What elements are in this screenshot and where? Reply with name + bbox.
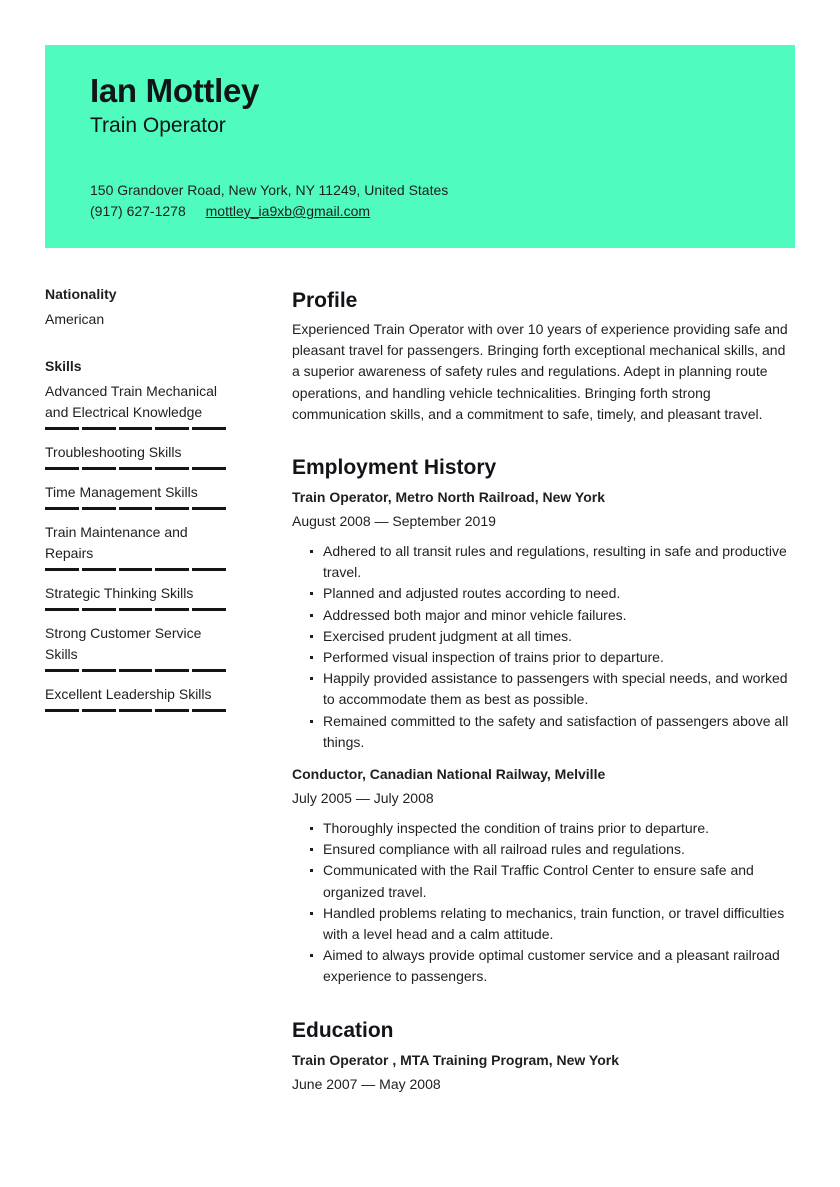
job-bullets bbox=[292, 818, 797, 988]
job-title: Train Operator, Metro North Railroad, New York bbox=[292, 489, 605, 506]
skill-item bbox=[45, 381, 230, 430]
bullet-item: Performed visual inspection of trains prior to departure. bbox=[323, 647, 797, 668]
nationality-value: American bbox=[45, 311, 105, 327]
main-content bbox=[292, 286, 797, 1123]
resume-header bbox=[45, 45, 795, 248]
address: 150 Grandover Road, New York, NY 11249, United States bbox=[90, 182, 449, 198]
bullet-item: Communicated with the Rail Traffic Control Center to ensure safe and organized travel. bbox=[323, 860, 797, 902]
skill-level-bar bbox=[45, 709, 226, 712]
skill-item bbox=[45, 623, 230, 672]
candidate-job-title: Train Operator bbox=[90, 114, 226, 137]
job-entry bbox=[292, 764, 797, 988]
skill-level-bar bbox=[45, 427, 226, 430]
profile-heading: Profile bbox=[292, 289, 358, 312]
education-section bbox=[292, 1016, 797, 1095]
skill-name: Troubleshooting Skills bbox=[45, 444, 182, 460]
skill-name: Advanced Train Mechanical and Electrical Knowledge bbox=[45, 383, 217, 420]
bullet-item: Happily provided assistance to passengers with special needs, and worked to accommodate them as best as possible. bbox=[323, 668, 797, 710]
job-entry bbox=[292, 487, 797, 753]
skill-level-bar bbox=[45, 669, 226, 672]
bullet-item: Ensured compliance with all railroad rules and regulations. bbox=[323, 839, 797, 860]
bullet-item: Planned and adjusted routes according to need. bbox=[323, 583, 797, 604]
bullet-item: Remained committed to the safety and satisfaction of passengers above all things. bbox=[323, 711, 797, 753]
email-link[interactable]: mottley_ia9xb@gmail.com bbox=[205, 203, 371, 219]
skill-name: Time Management Skills bbox=[45, 484, 198, 500]
bullet-item: Addressed both major and minor vehicle failures. bbox=[323, 605, 797, 626]
bullet-item: Exercised prudent judgment at all times. bbox=[323, 626, 797, 647]
bullet-item: Adhered to all transit rules and regulations, resulting in safe and productive travel. bbox=[323, 541, 797, 583]
profile-section bbox=[292, 286, 797, 425]
profile-summary: Experienced Train Operator with over 10 years of experience providing safe and pleasant travel for passengers. Bringing forth exceptional mechanical skills, and a superior awareness of safety rules and regulations. Adept in planning route operations, and handling vehicle technicalities. Bringing forth strong communication skills, and a commitment to safe, timely, and pleasant travel. bbox=[292, 321, 788, 422]
skill-level-bar bbox=[45, 568, 226, 571]
skill-level-bar bbox=[45, 507, 226, 510]
skill-item bbox=[45, 442, 230, 470]
skill-name: Strong Customer Service Skills bbox=[45, 625, 202, 662]
bullet-item: Thoroughly inspected the condition of trains prior to departure. bbox=[323, 818, 797, 839]
employment-heading: Employment History bbox=[292, 456, 497, 480]
sidebar bbox=[45, 284, 230, 724]
skill-item bbox=[45, 522, 230, 571]
skill-level-bar bbox=[45, 608, 226, 611]
job-dates: July 2005 — July 2008 bbox=[292, 790, 434, 807]
education-heading: Education bbox=[292, 1018, 394, 1042]
skill-item bbox=[45, 583, 230, 611]
contact-info bbox=[90, 180, 448, 222]
education-dates: June 2007 — May 2008 bbox=[292, 1075, 441, 1092]
skill-name: Excellent Leadership Skills bbox=[45, 686, 212, 702]
job-bullets bbox=[292, 541, 797, 753]
skill-item bbox=[45, 684, 230, 712]
bullet-item: Handled problems relating to mechanics, train function, or travel difficulties with a level head and a calm attitude. bbox=[323, 903, 797, 945]
candidate-name: Ian Mottley bbox=[90, 72, 260, 109]
bullet-item: Aimed to always provide optimal customer service and a pleasant railroad experience to passengers. bbox=[323, 945, 797, 987]
job-title: Conductor, Canadian National Railway, Melville bbox=[292, 766, 606, 783]
phone: (917) 627-1278 bbox=[90, 203, 186, 219]
skill-level-bar bbox=[45, 467, 226, 470]
education-entry bbox=[292, 1050, 797, 1095]
nationality-label: Nationality bbox=[45, 286, 117, 302]
employment-section bbox=[292, 453, 797, 988]
education-title: Train Operator , MTA Training Program, New York bbox=[292, 1051, 619, 1068]
skill-name: Train Maintenance and Repairs bbox=[45, 524, 188, 561]
skills-label: Skills bbox=[45, 358, 82, 374]
skill-name: Strategic Thinking Skills bbox=[45, 585, 194, 601]
job-dates: August 2008 — September 2019 bbox=[292, 513, 496, 530]
skill-item bbox=[45, 482, 230, 510]
